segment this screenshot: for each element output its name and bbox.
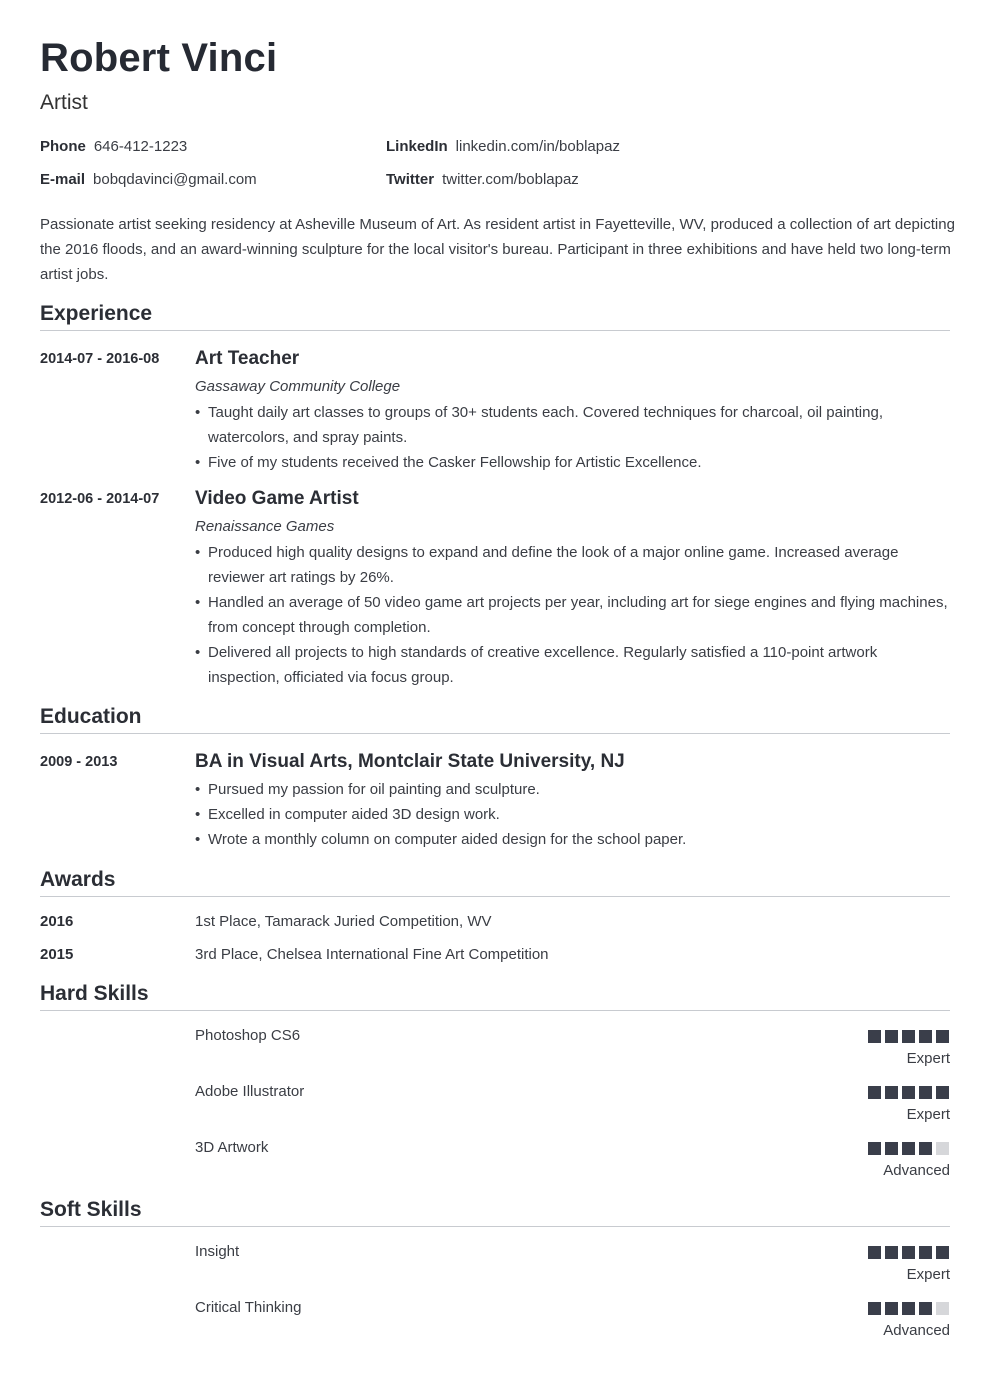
skill-level: Advanced	[883, 1322, 950, 1339]
contact-block	[40, 138, 950, 204]
skill-rating	[868, 1086, 949, 1099]
skill-rating	[868, 1246, 949, 1259]
rating-square-filled	[936, 1086, 949, 1099]
award-year: 2016	[40, 913, 74, 930]
entry-dates: 2009 - 2013	[40, 754, 118, 770]
entry-bullets	[195, 400, 950, 475]
skill-row	[40, 1139, 950, 1189]
linkedin-label: LinkedIn	[386, 138, 448, 155]
linkedin-link[interactable]: linkedin.com/in/boblapaz	[455, 138, 620, 155]
rating-square-filled	[868, 1086, 881, 1099]
twitter-label: Twitter	[386, 171, 435, 188]
entry-bullets	[195, 777, 950, 852]
hard-skills-heading: Hard Skills	[40, 982, 950, 1011]
entry-bullets	[195, 540, 950, 690]
phone-label: Phone	[40, 138, 86, 155]
rating-square-filled	[936, 1246, 949, 1259]
email-link[interactable]: bobqdavinci@gmail.com	[93, 171, 257, 188]
bullet-item: • Five of my students received the Casker Fellowship for Artistic Excellence.	[195, 450, 950, 475]
skill-rating	[868, 1142, 949, 1155]
skill-level: Expert	[906, 1266, 950, 1283]
skill-row	[40, 1299, 950, 1349]
bullet-item: • Excelled in computer aided 3D design work.	[195, 802, 950, 827]
bullet-item: • Wrote a monthly column on computer aided design for the school paper.	[195, 827, 950, 852]
rating-square-filled	[885, 1086, 898, 1099]
contact-twitter	[386, 171, 732, 204]
skill-name: Adobe Illustrator	[195, 1083, 305, 1100]
skill-row	[40, 1027, 950, 1077]
skill-name: 3D Artwork	[195, 1139, 269, 1156]
rating-square-filled	[902, 1086, 915, 1099]
bullet-item: • Taught daily art classes to groups of 30+ students each. Covered techniques for charcoal, oil painting, watercolors, and spray paints.	[195, 400, 950, 450]
education-entry	[40, 750, 950, 852]
summary-paragraph: Passionate artist seeking residency at Asheville Museum of Art. As resident artist in Fayetteville, WV, produced a collection of art depicting the 2016 floods, and an award-winning sculpture for the local visitor's bureau. Participant in three exhibitions and have held two long-term artist jobs.	[40, 216, 955, 283]
email-label: E-mail	[40, 171, 86, 188]
rating-square-filled	[885, 1302, 898, 1315]
entry-title: BA in Visual Arts, Montclair State University, NJ	[195, 751, 625, 772]
skill-name: Critical Thinking	[195, 1299, 302, 1316]
rating-square-filled	[902, 1302, 915, 1315]
skill-level: Expert	[906, 1106, 950, 1123]
entry-organization: Gassaway Community College	[195, 378, 401, 395]
award-text: 3rd Place, Chelsea International Fine Art Competition	[195, 946, 549, 963]
rating-square-filled	[936, 1030, 949, 1043]
rating-square-filled	[902, 1030, 915, 1043]
contact-phone	[40, 138, 386, 171]
skill-rating	[868, 1302, 949, 1315]
soft-skills-heading: Soft Skills	[40, 1198, 950, 1227]
education-heading: Education	[40, 705, 950, 734]
skill-level: Advanced	[883, 1162, 950, 1179]
rating-square-filled	[919, 1142, 932, 1155]
bullet-item: • Handled an average of 50 video game art projects per year, including art for siege engines and flying machines, from concept through completion.	[195, 590, 950, 640]
skill-row	[40, 1243, 950, 1293]
candidate-name: Robert Vinci	[40, 36, 278, 80]
phone-value[interactable]: 646-412-1223	[93, 138, 188, 155]
rating-square-filled	[919, 1030, 932, 1043]
twitter-link[interactable]: twitter.com/boblapaz	[442, 171, 579, 188]
award-text: 1st Place, Tamarack Juried Competition, WV	[195, 913, 492, 930]
awards-heading: Awards	[40, 868, 950, 897]
skill-name: Insight	[195, 1243, 240, 1260]
skill-row	[40, 1083, 950, 1133]
rating-square-filled	[868, 1142, 881, 1155]
entry-organization: Renaissance Games	[195, 518, 335, 535]
rating-square-filled	[902, 1246, 915, 1259]
rating-square-filled	[868, 1246, 881, 1259]
rating-square-empty	[936, 1142, 949, 1155]
entry-title: Art Teacher	[195, 348, 300, 369]
bullet-item: • Delivered all projects to high standards of creative excellence. Regularly satisfied a 110-point artwork inspection, officiated via focus group.	[195, 640, 950, 690]
experience-entry	[40, 487, 950, 690]
rating-square-filled	[885, 1142, 898, 1155]
rating-square-filled	[919, 1246, 932, 1259]
award-year: 2015	[40, 946, 74, 963]
rating-square-filled	[868, 1030, 881, 1043]
rating-square-filled	[919, 1086, 932, 1099]
skill-level: Expert	[906, 1050, 950, 1067]
experience-entry	[40, 347, 950, 475]
contact-email	[40, 171, 386, 204]
rating-square-filled	[868, 1302, 881, 1315]
skill-rating	[868, 1030, 949, 1043]
candidate-title: Artist	[40, 91, 88, 114]
entry-dates: 2012-06 - 2014-07	[40, 491, 160, 507]
rating-square-filled	[885, 1246, 898, 1259]
entry-dates: 2014-07 - 2016-08	[40, 351, 160, 367]
experience-heading: Experience	[40, 302, 950, 331]
rating-square-filled	[902, 1142, 915, 1155]
bullet-item: • Produced high quality designs to expand and define the look of a major online game. Increased average reviewer art ratings by 26%.	[195, 540, 950, 590]
rating-square-filled	[919, 1302, 932, 1315]
skill-name: Photoshop CS6	[195, 1027, 301, 1044]
contact-linkedin	[386, 138, 732, 171]
rating-square-empty	[936, 1302, 949, 1315]
entry-title: Video Game Artist	[195, 488, 359, 509]
rating-square-filled	[885, 1030, 898, 1043]
bullet-item: • Pursued my passion for oil painting and sculpture.	[195, 777, 950, 802]
